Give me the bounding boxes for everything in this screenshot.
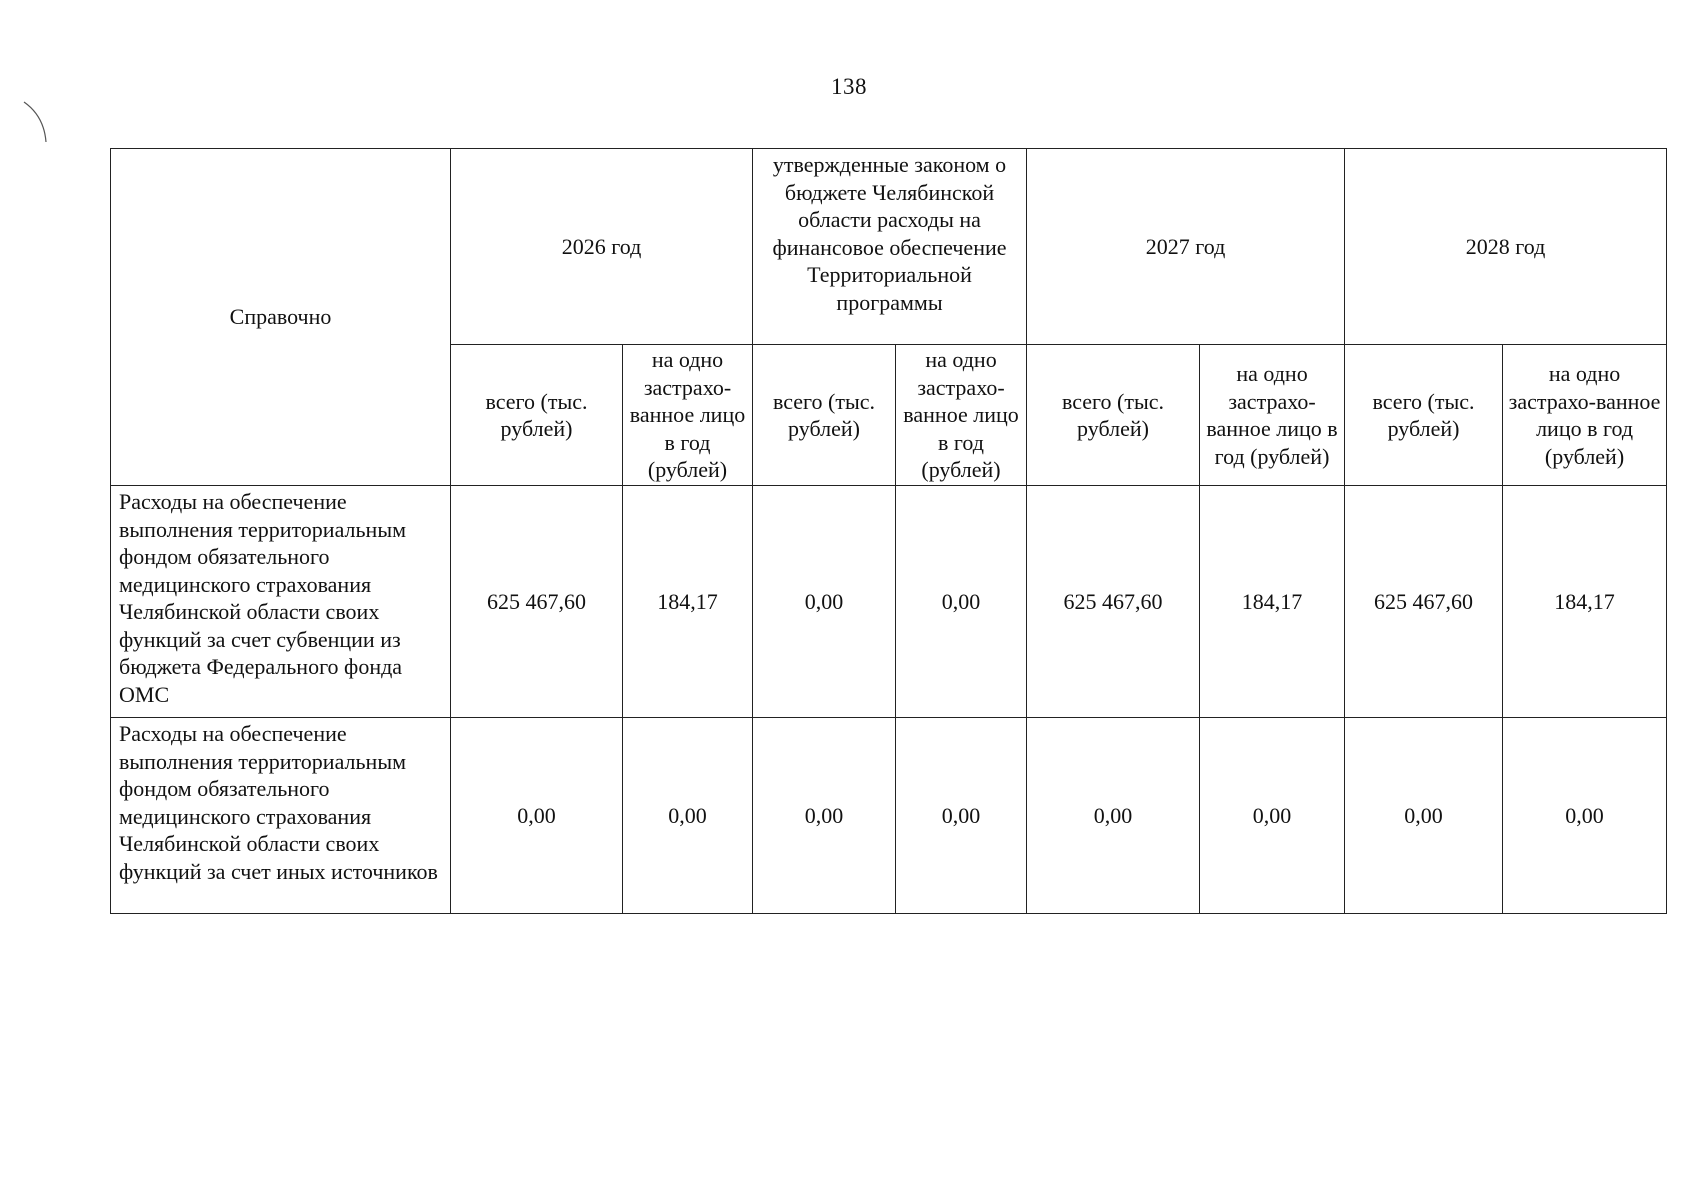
table-cell: 184,17 <box>1200 486 1345 718</box>
table-cell: 0,00 <box>896 486 1027 718</box>
budget-reference-table <box>110 148 1667 914</box>
table-cell: 625 467,60 <box>451 486 623 718</box>
table-cell: 0,00 <box>753 486 896 718</box>
table-cell: 184,17 <box>623 486 753 718</box>
table-cell: 0,00 <box>896 718 1027 914</box>
table-cell: 0,00 <box>753 718 896 914</box>
table-cell: 0,00 <box>1345 718 1503 914</box>
subheader-per-insured: на одно застрахо-ванное лицо в год (рублей) <box>1503 345 1667 486</box>
table-cell: 0,00 <box>1200 718 1345 914</box>
table-cell: 0,00 <box>1503 718 1667 914</box>
table-row <box>111 718 1667 914</box>
table-cell: 184,17 <box>1503 486 1667 718</box>
year-group-approved-budget: утвержденные законом о бюджете Челябинской области расходы на финансовое обеспечение Территориальной программы <box>753 149 1027 345</box>
subheader-per-insured: на одно застрахо-ванное лицо в год (рублей) <box>623 345 753 486</box>
subheader-per-insured: на одно застрахо-ванное лицо в год (рублей) <box>896 345 1027 486</box>
year-group-2027: 2027 год <box>1027 149 1345 345</box>
scan-artifact-line <box>22 100 52 144</box>
subheader-total: всего (тыс. рублей) <box>1027 345 1200 486</box>
row-label: Расходы на обеспечение выполнения территориальным фондом обязательного медицинского страхования Челябинской области своих функций за счет субвенции из бюджета Федерального фонда ОМС <box>111 486 451 718</box>
subheader-per-insured: на одно застрахо-ванное лицо в год (рублей) <box>1200 345 1345 486</box>
page-number: 138 <box>831 74 867 99</box>
table-cell: 625 467,60 <box>1027 486 1200 718</box>
subheader-total: всего (тыс. рублей) <box>753 345 896 486</box>
subheader-total: всего (тыс. рублей) <box>1345 345 1503 486</box>
year-group-2026: 2026 год <box>451 149 753 345</box>
table-cell: 0,00 <box>1027 718 1200 914</box>
table-cell: 0,00 <box>451 718 623 914</box>
corner-label-cell: Справочно <box>111 149 451 486</box>
row-label: Расходы на обеспечение выполнения территориальным фондом обязательного медицинского страхования Челябинской области своих функций за счет иных источников <box>111 718 451 914</box>
table-row <box>111 486 1667 718</box>
year-group-2028: 2028 год <box>1345 149 1667 345</box>
table-cell: 0,00 <box>623 718 753 914</box>
table-cell: 625 467,60 <box>1345 486 1503 718</box>
subheader-total: всего (тыс. рублей) <box>451 345 623 486</box>
header-row-groups <box>111 149 1667 345</box>
